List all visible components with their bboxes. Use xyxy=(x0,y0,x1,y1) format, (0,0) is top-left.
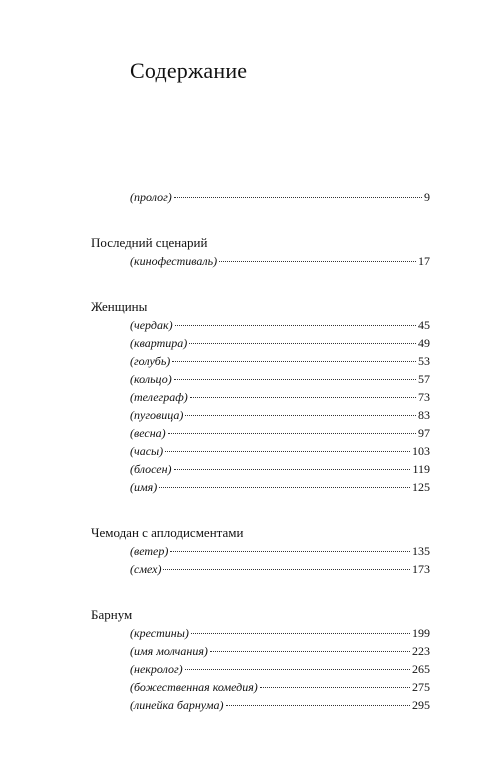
entry-label: (голубь) xyxy=(130,354,171,368)
entry-label: (пролог) xyxy=(130,190,172,204)
toc-entry[interactable] xyxy=(130,678,430,696)
page-title: Содержание xyxy=(130,58,248,83)
toc-entry[interactable] xyxy=(130,188,430,206)
toc-entry[interactable] xyxy=(130,642,430,660)
entry-label: (пуговица) xyxy=(130,408,184,422)
toc-entry[interactable] xyxy=(130,478,430,496)
entry-page-number: 135 xyxy=(412,544,430,558)
dot-leader xyxy=(175,325,416,326)
dot-leader xyxy=(174,379,416,380)
dot-leader xyxy=(165,451,410,452)
entry-page-number: 275 xyxy=(412,680,430,694)
entry-label: (смех) xyxy=(130,562,162,576)
entry-page-number: 223 xyxy=(412,644,430,658)
entry-label: (линейка барнума) xyxy=(130,698,224,712)
entry-label: (божественная комедия) xyxy=(130,680,258,694)
toc-entry[interactable] xyxy=(130,460,430,478)
section-header: Барнум xyxy=(91,607,133,622)
entry-page-number: 49 xyxy=(418,336,430,350)
toc-entry[interactable] xyxy=(130,370,430,388)
dot-leader xyxy=(191,633,410,634)
entry-page-number: 97 xyxy=(418,426,430,440)
toc-entry[interactable] xyxy=(130,442,430,460)
section-header: Последний сценарий xyxy=(91,235,208,250)
toc-entry[interactable] xyxy=(130,660,430,678)
section-header: Женщины xyxy=(91,299,148,314)
entry-page-number: 57 xyxy=(418,372,430,386)
entry-label: (телеграф) xyxy=(130,390,188,404)
entry-page-number: 83 xyxy=(418,408,430,422)
entry-page-number: 173 xyxy=(412,562,430,576)
toc-entry[interactable] xyxy=(130,696,430,714)
dot-leader xyxy=(168,433,416,434)
entry-label: (кольцо) xyxy=(130,372,172,386)
entry-page-number: 119 xyxy=(412,462,430,476)
toc-entry[interactable] xyxy=(130,316,430,334)
toc-entry[interactable] xyxy=(130,560,430,578)
dot-leader xyxy=(260,687,410,688)
dot-leader xyxy=(163,569,410,570)
toc-entry[interactable] xyxy=(130,334,430,352)
entry-page-number: 73 xyxy=(418,390,430,404)
dot-leader xyxy=(185,415,416,416)
dot-leader xyxy=(226,705,411,706)
toc-entry[interactable] xyxy=(130,352,430,370)
entry-label: (блосен) xyxy=(130,462,172,476)
dot-leader xyxy=(219,261,416,262)
dot-leader xyxy=(185,669,410,670)
entry-page-number: 9 xyxy=(424,190,430,204)
entry-label: (часы) xyxy=(130,444,164,458)
entry-page-number: 125 xyxy=(412,480,430,494)
toc-entry[interactable] xyxy=(130,406,430,424)
entry-label: (некролог) xyxy=(130,662,183,676)
dot-leader xyxy=(159,487,410,488)
entry-page-number: 265 xyxy=(412,662,430,676)
toc-entry[interactable] xyxy=(130,624,430,642)
entry-label: (ветер) xyxy=(130,544,169,558)
entry-label: (весна) xyxy=(130,426,166,440)
dot-leader xyxy=(174,197,422,198)
entry-page-number: 199 xyxy=(412,626,430,640)
entry-label: (кинофестиваль) xyxy=(130,254,218,268)
dot-leader xyxy=(190,397,416,398)
toc-entry[interactable] xyxy=(130,388,430,406)
section-header: Чемодан с аплодисментами xyxy=(91,525,244,540)
entry-page-number: 45 xyxy=(418,318,430,332)
toc-entry[interactable] xyxy=(130,252,430,270)
dot-leader xyxy=(172,361,416,362)
dot-leader xyxy=(174,469,411,470)
entry-label: (квартира) xyxy=(130,336,188,350)
entry-page-number: 53 xyxy=(418,354,430,368)
entry-label: (крестины) xyxy=(130,626,189,640)
dot-leader xyxy=(210,651,410,652)
entry-label: (чердак) xyxy=(130,318,173,332)
entry-page-number: 17 xyxy=(418,254,430,268)
toc-entry[interactable] xyxy=(130,424,430,442)
dot-leader xyxy=(170,551,410,552)
entry-label: (имя) xyxy=(130,480,158,494)
dot-leader xyxy=(189,343,416,344)
toc-entry[interactable] xyxy=(130,542,430,560)
entry-label: (имя молчания) xyxy=(130,644,208,658)
entry-page-number: 295 xyxy=(412,698,430,712)
entry-page-number: 103 xyxy=(412,444,430,458)
